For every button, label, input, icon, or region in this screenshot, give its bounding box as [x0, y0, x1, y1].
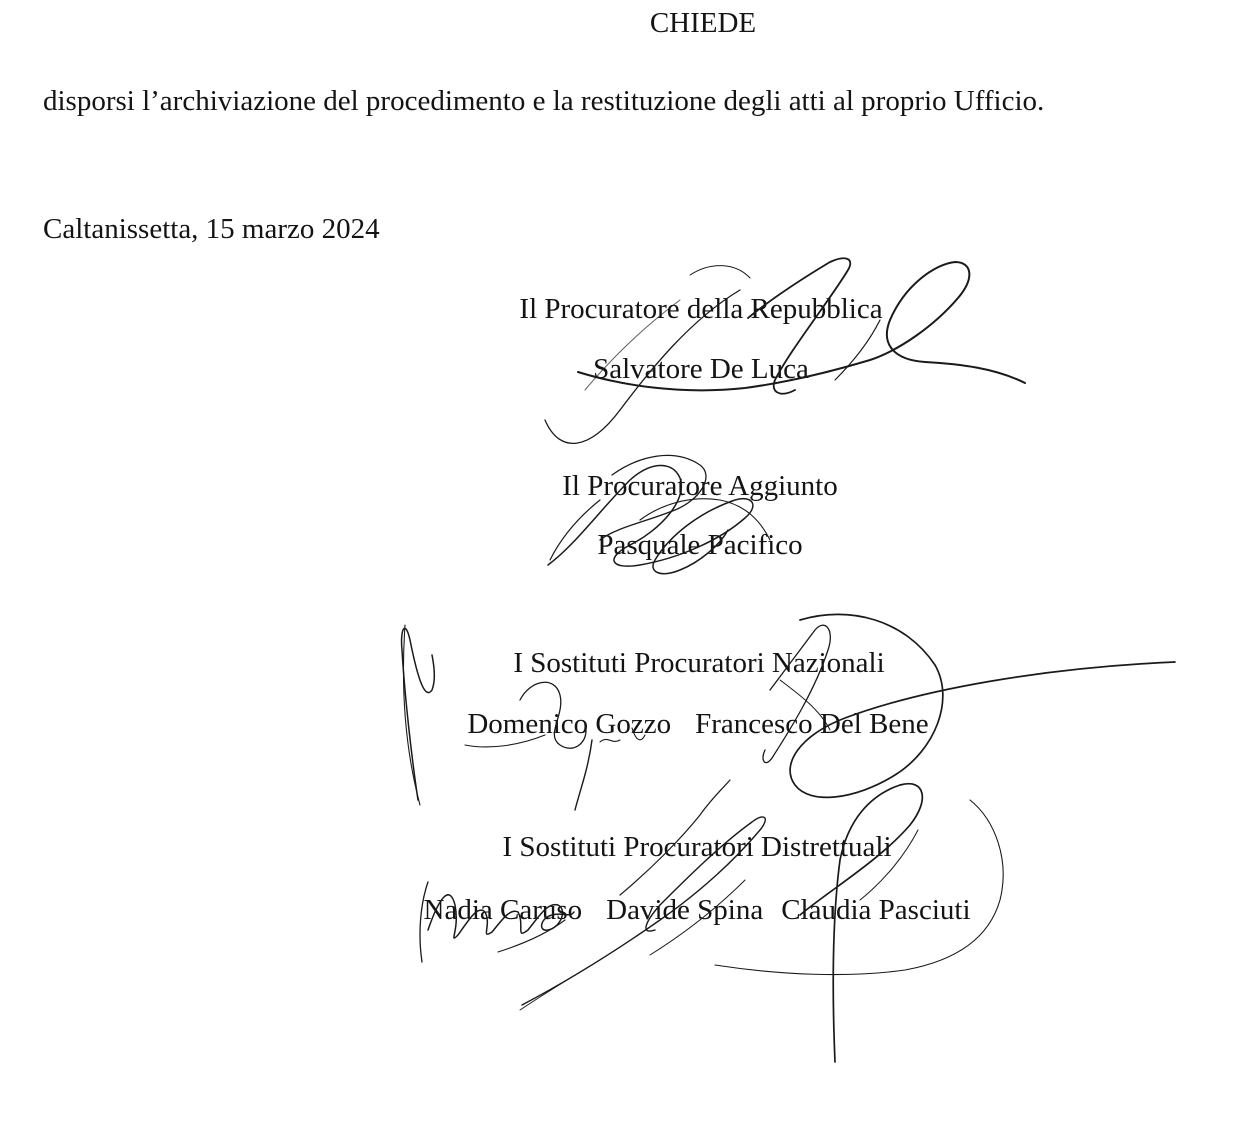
signatory-name: Nadia Caruso	[423, 894, 583, 926]
signature-de-luca	[545, 258, 1025, 443]
procuratore-name: Salvatore De Luca	[593, 353, 809, 385]
procuratore-aggiunto-title: Il Procuratore Aggiunto	[562, 470, 838, 502]
sostituti-nazionali-title: I Sostituti Procuratori Nazionali	[513, 647, 885, 679]
signatory-name: Domenico Gozzo	[467, 708, 672, 740]
request-text: disporsi l’archiviazione del procedimento e la restituzione degli atti al proprio Ufficio.	[43, 85, 1045, 117]
place-and-date: Caltanissetta, 15 marzo 2024	[43, 213, 380, 245]
signatory-name: Davide Spina	[606, 894, 764, 926]
signatory-name: Francesco Del Bene	[695, 708, 929, 740]
procuratore-title: Il Procuratore della Repubblica	[519, 293, 883, 325]
sostituti-distrettuali-title: I Sostituti Procuratori Distrettuali	[502, 831, 892, 863]
signature-del-bene	[763, 614, 1175, 797]
signatory-name: Claudia Pasciuti	[781, 894, 971, 926]
procuratore-aggiunto-name: Pasquale Pacifico	[597, 529, 803, 561]
document-heading: CHIEDE	[649, 7, 757, 39]
sostituti-distrettuali-names	[424, 893, 971, 927]
sostituti-nazionali-names	[467, 707, 928, 741]
